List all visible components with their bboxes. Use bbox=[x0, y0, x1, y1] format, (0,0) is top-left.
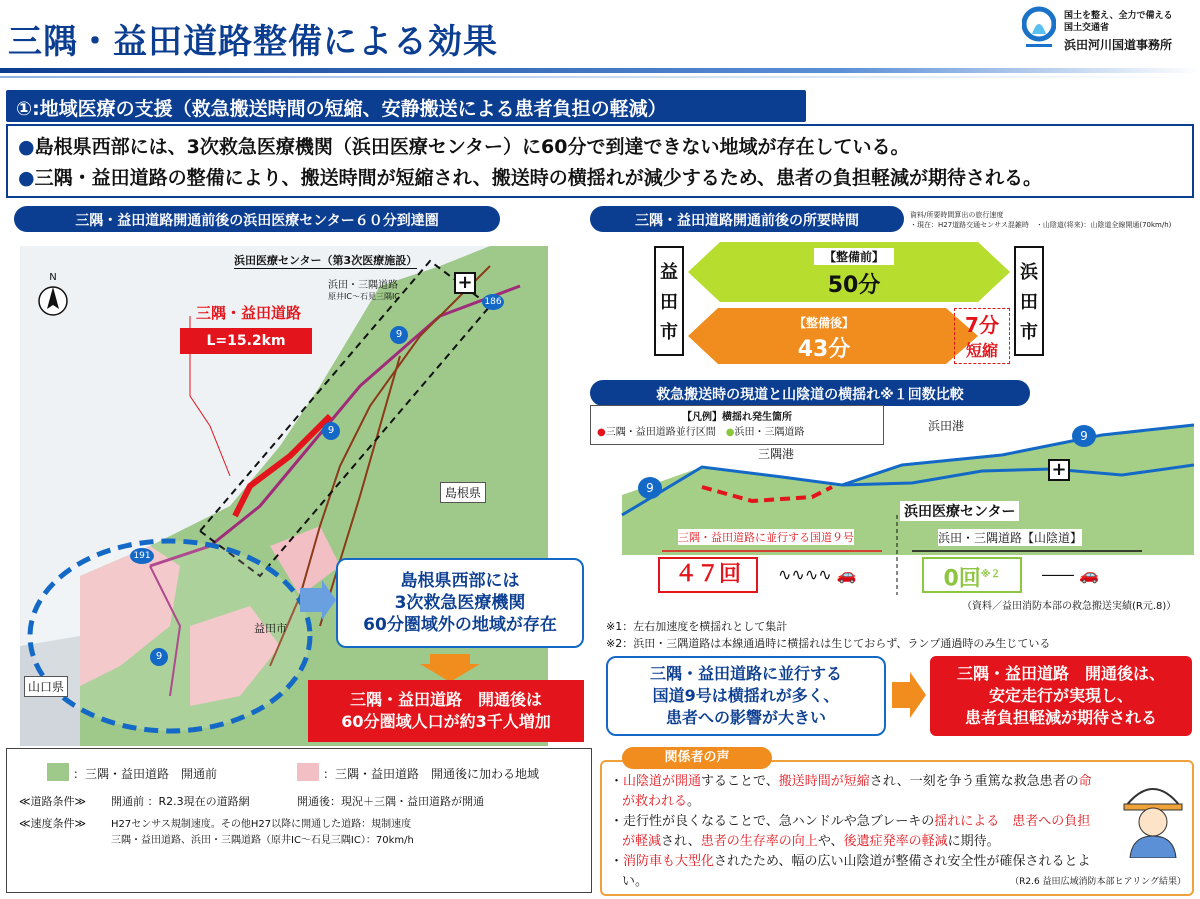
route-9-icon: 9 bbox=[390, 326, 408, 344]
route-9-icon: 9 bbox=[150, 648, 168, 666]
population-increase-callout: 三隅・益田道路 開通後は 60分圏域人口が約3千人増加 bbox=[308, 680, 584, 742]
western-shimane-callout: 島根県西部には 3次救急医療機関 60分圏域外の地域が存在 bbox=[336, 558, 584, 648]
hamada-misumi-road-label: 浜田・三隅道路 bbox=[328, 280, 398, 291]
speed-condition-label: ≪速度条件≫ bbox=[19, 817, 87, 830]
logo-slogan: 国土を整え、全力で備える bbox=[1064, 11, 1173, 21]
arrow-right-icon bbox=[298, 580, 338, 620]
stakeholder-voice bbox=[600, 760, 1194, 896]
road-condition-after: 開通後：現況＋三隅・益田道路が開通 bbox=[297, 795, 484, 808]
masuda-city-box: 益 田 市 bbox=[654, 246, 684, 356]
travel-time-source: 資料/所要時間算出の旅行速度 ・現在：H27道路交通センサス混雑時 ・山陰道(将来)：山陰道全線開通(70km/h) bbox=[910, 211, 1172, 229]
sway-heading: 救急搬送時の現道と山陰道の横揺れ※１回数比較 bbox=[590, 380, 1030, 406]
voice-heading: 関係者の声 bbox=[622, 747, 772, 769]
car-swaying-icon: ∿∿∿∿ 🚗 bbox=[778, 565, 857, 584]
before-label: 【整備前】 bbox=[814, 248, 894, 265]
route-9-icon: 9 bbox=[638, 477, 662, 499]
new-road-name: 三隅・益田道路 bbox=[196, 304, 302, 322]
bullet-item: ●三隅・益田道路の整備により、搬送時間が短縮され、搬送時の横揺れが減少するため、患者の負担軽減が期待される。 bbox=[18, 167, 1042, 189]
road-condition-label: ≪道路条件≫ bbox=[19, 795, 87, 808]
firefighter-icon bbox=[1118, 776, 1188, 858]
bullet-item: ●島根県西部には、3次救急医療機関（浜田医療センター）に60分で到達できない地域が存在している。 bbox=[18, 136, 910, 158]
sway-notes: ※1：左右加速度を横揺れとして集計 ※2：浜田・三隅道路は本線通過時に横揺れは生じておらず、ランプ通過時のみ生じている bbox=[606, 620, 1051, 650]
north-arrow-icon: N bbox=[38, 272, 68, 322]
road-condition-before: 開通前 ：R2.3現在の道路網 bbox=[111, 795, 250, 808]
sway-count-route9: ４７回 bbox=[658, 557, 758, 593]
arrow-right-icon bbox=[892, 672, 926, 718]
route9-sway-callout: 三隅・益田道路に並行する 国道9号は横揺れが多く、 患者への影響が大きい bbox=[606, 656, 886, 736]
misumi-port-label: 三隅港 bbox=[758, 447, 795, 461]
legend-pink-label: ：三隅・益田道路 開通後に加わる地域 bbox=[323, 767, 540, 781]
mlit-mark-icon bbox=[1022, 6, 1056, 54]
summary-bullets bbox=[6, 124, 1194, 198]
before-time: 50分 bbox=[827, 273, 881, 298]
speed-condition-line1: H27センサス規制速度。その他H27以降に開通した道路：規制速度 bbox=[111, 819, 412, 830]
hospital-icon: + bbox=[454, 272, 476, 294]
route-186-icon: 186 bbox=[482, 294, 504, 310]
voice-item: ・山陰道が開通することで、搬送時間が短縮され、一刻を争う重篤な救急患者の命が救われる。 bbox=[610, 774, 1092, 809]
sway-source: （資料／益田消防本部の救急搬送実績(R元.8)） bbox=[962, 601, 1177, 612]
voice-item: ・消防車も大型化されたため、幅の広い山陰道が整備され安全性が確保されるとよい。 bbox=[610, 854, 1091, 889]
sway-diagram bbox=[582, 405, 1194, 610]
route-191-icon: 191 bbox=[130, 548, 154, 564]
masuda-city-label: 益田市 bbox=[254, 622, 287, 635]
legend-green-label: ：三隅・益田道路 開通前 bbox=[73, 767, 218, 781]
section-subtitle: ①:地域医療の支援（救急搬送時間の短縮、安静搬送による患者負担の軽減） bbox=[6, 90, 806, 122]
route-9-icon: 9 bbox=[322, 422, 340, 440]
reduction-badge: 7分 短縮 bbox=[954, 308, 1010, 364]
hamada-port-label: 浜田港 bbox=[928, 419, 965, 433]
hospital-label: 浜田医療センター bbox=[900, 501, 1019, 521]
arrow-down-icon bbox=[420, 654, 480, 682]
map-legend bbox=[6, 748, 592, 893]
sway-legend: 【凡例】横揺れ発生箇所 ●三隅・益田道路並行区間 ●浜田・三隅道路 bbox=[590, 405, 884, 445]
section-route9-label: 三隅・益田道路に並行する国道９号 bbox=[678, 531, 854, 544]
car-steady-icon: ―― 🚗 bbox=[1042, 565, 1100, 584]
voice-source: （R2.6 益田広域消防本部ヒアリング結果） bbox=[1010, 877, 1186, 887]
legend-green-swatch bbox=[47, 763, 69, 781]
map-heading: 三隅・益田道路開通前後の浜田医療センター６０分到達圏 bbox=[14, 206, 500, 232]
mlit-logo bbox=[1018, 4, 1196, 58]
shimane-pref-label: 島根県 bbox=[440, 482, 486, 503]
hamada-misumi-road-sublabel: 原井IC～石見三隅IC bbox=[328, 292, 400, 301]
voice-item: ・走行性が良くなることで、急ハンドルや急ブレーキの揺れによる 患者への負担が軽減され、患者の生存率の向上や、後遺症発率の軽減に期待。 bbox=[610, 814, 1091, 849]
speed-condition-line2: 三隅・益田道路、浜田・三隅道路（原井IC～石見三隅IC）：70km/h bbox=[111, 835, 414, 846]
yamaguchi-pref-label: 山口県 bbox=[24, 676, 68, 697]
after-label: 【整備後】 bbox=[793, 316, 854, 330]
stable-driving-callout: 三隅・益田道路 開通後は、 安定走行が実現し、 患者負担軽減が期待される bbox=[930, 656, 1192, 736]
logo-ministry: 国土交通省 bbox=[1064, 23, 1110, 33]
section-sanin-label: 浜田・三隅道路【山陰道】 bbox=[938, 531, 1083, 545]
travel-time-heading: 三隅・益田道路開通前後の所要時間 bbox=[590, 206, 904, 232]
new-road-length: L=15.2km bbox=[180, 328, 312, 354]
logo-office: 浜田河川国道事務所 bbox=[1064, 38, 1173, 52]
legend-pink-swatch bbox=[297, 763, 319, 781]
hospital-icon: + bbox=[1048, 459, 1070, 481]
title-rule-secondary bbox=[0, 76, 1200, 78]
page-title: 三隅・益田道路整備による効果 bbox=[8, 22, 498, 62]
after-time: 43分 bbox=[797, 337, 851, 362]
travel-time-comparison bbox=[654, 236, 1044, 366]
route-9-icon: 9 bbox=[1072, 425, 1096, 447]
hamada-city-box: 浜 田 市 bbox=[1014, 246, 1044, 356]
sway-count-sanin: 0回$^{※2}$ bbox=[922, 557, 1022, 593]
hospital-callout-label: 浜田医療センター（第3次医療施設） bbox=[234, 254, 418, 267]
title-rule bbox=[0, 68, 1200, 73]
